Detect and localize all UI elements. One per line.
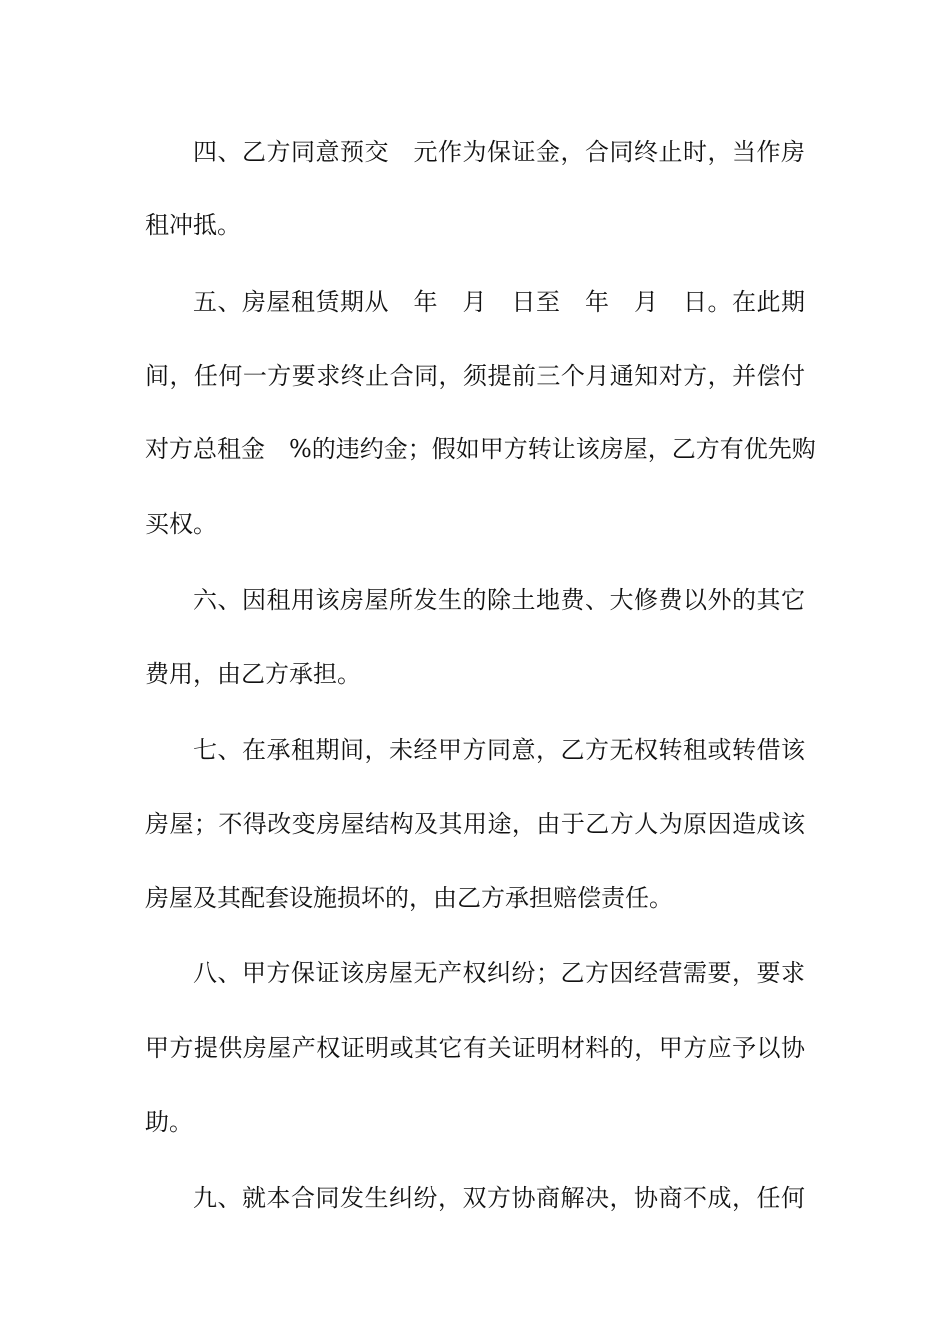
clause-7-line-2: 房屋；不得改变房屋结构及其用途，由于乙方人为原因造成该: [145, 810, 805, 838]
clause-7-line-1: 七、在承租期间，未经甲方同意，乙方无权转租或转借该: [193, 736, 805, 764]
clause-5-line-2: 间，任何一方要求终止合同，须提前三个月通知对方，并偿付: [145, 362, 805, 390]
clause-8-line-3: 助。: [145, 1108, 193, 1136]
clause-6-line-1: 六、因租用该房屋所发生的除土地费、大修费以外的其它: [193, 586, 805, 614]
clause-8-line-1: 八、甲方保证该房屋无产权纠纷；乙方因经营需要，要求: [193, 959, 805, 987]
clause-9-line-1: 九、就本合同发生纠纷，双方协商解决，协商不成，任何: [193, 1184, 805, 1212]
clause-8-line-2: 甲方提供房屋产权证明或其它有关证明材料的，甲方应予以协: [145, 1034, 805, 1062]
clause-5-line-4: 买权。: [145, 510, 217, 538]
clause-6-line-2: 费用，由乙方承担。: [145, 660, 361, 688]
clause-5-line-3: 对方总租金 %的违约金；假如甲方转让该房屋，乙方有优先购: [145, 435, 816, 463]
clause-7-line-3: 房屋及其配套设施损坏的，由乙方承担赔偿责任。: [145, 884, 673, 912]
clause-4-line-2: 租冲抵。: [145, 211, 241, 239]
clause-5-line-1: 五、房屋租赁期从 年 月 日至 年 月 日。在此期: [193, 288, 805, 316]
clause-4-line-1: 四、乙方同意预交 元作为保证金，合同终止时，当作房: [193, 138, 805, 166]
